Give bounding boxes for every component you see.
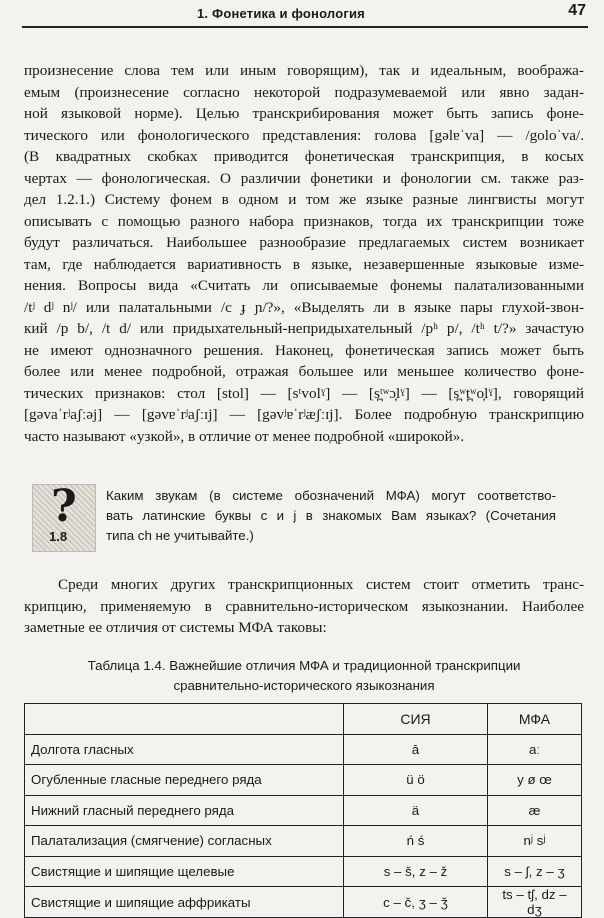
question-number: 1.8 <box>49 529 68 544</box>
question-mark: ? <box>51 481 77 532</box>
question-line: типа ch не учитывайте.) <box>106 528 254 543</box>
text-line: чертах — фонологическая. О различии фонетики и фонологии см. также раз- <box>24 169 584 187</box>
question-line: Каким звукам (в системе обозначений МФА) могут соответство- <box>106 488 556 503</box>
table-cell: ts – tʃ, dz – dʒ <box>488 887 582 918</box>
table-row <box>25 856 582 887</box>
table-cell: c – č, ʒ – ǯ <box>344 887 488 918</box>
text-line: нения. Вопросы вида «Считать ли описываемые фонемы палатализованными <box>24 277 584 294</box>
table-row <box>25 887 582 918</box>
text-line: не имеют однозначного решения. Наконец, фонетическая запись может быть <box>24 341 584 359</box>
page-number: 47 <box>568 2 586 19</box>
running-header <box>22 0 588 28</box>
text-line: дел 1.2.1.) Систему фонем в одном и том же языке разные лингвисты могут <box>24 191 584 208</box>
table-cell: nʲ sʲ <box>488 826 582 857</box>
text-line: [gəvaˈrʲaʃːəj] — [gəvɐˈrʲaʃːɪj] — [gəvʲɐˈrʲæʃːɪj]. Более подробную транскрипцию <box>24 406 584 423</box>
table-cell: Долгота гласных <box>25 734 344 765</box>
table-caption-line: сравнительно-исторического языкознания <box>173 678 435 693</box>
table-header-row <box>25 704 582 735</box>
table-cell: ń ś <box>344 826 488 857</box>
table-header-cell <box>25 704 344 735</box>
table-row <box>25 795 582 826</box>
text-line: ной языковой норме). Целью транскрибирования может быть запись фоне- <box>24 105 584 122</box>
text-line: (В квадратных скобках приводится фонетическая транскрипция, в косых <box>24 148 584 165</box>
question-text <box>106 486 556 546</box>
table-cell: Огубленные гласные переднего ряда <box>25 765 344 796</box>
text-line: там, где наблюдается вариативность в языке, незавершенные языковые изме- <box>24 255 584 273</box>
text-line: тического или фонологического представления: голова [gəlɐˈva] — /goloˈva/. <box>24 126 584 144</box>
text-line: произнесение слова тем или иным говорящим), так и идеальным, вообража- <box>24 62 584 79</box>
table-header-cell: МФА <box>488 704 582 735</box>
table-row <box>25 765 582 796</box>
table-cell: aː <box>488 734 582 765</box>
chapter-title: 1. Фонетика и фонология <box>197 6 365 21</box>
text-line: будут различаться. Наибольшее разнообразие предлагаемых систем возникает <box>24 234 584 251</box>
table-cell: Нижний гласный переднего ряда <box>25 795 344 826</box>
paragraph-comparative <box>24 574 584 639</box>
table-caption-line: Таблица 1.4. Важнейшие отличия МФА и традиционной транскрипции <box>87 658 521 673</box>
table-row <box>25 826 582 857</box>
question-line: вать латинские буквы c и j в знакомых Вам языках? (Сочетания <box>106 508 556 523</box>
table-cell: y ø œ <box>488 765 582 796</box>
table-cell: Свистящие и шипящие аффрикаты <box>25 887 344 918</box>
text-line: заметные ее отличия от системы МФА таковы: <box>24 619 327 636</box>
text-line: емым (произнесение согласно некоторой подразумеваемой или явно задан- <box>24 83 584 101</box>
table-header-cell: СИЯ <box>344 704 488 735</box>
table-cell: æ <box>488 795 582 826</box>
text-line: тических признаков: стол [stol] — [sᵗvolˠ] — [s̪ᵗʷɔ̞lˠ] — [s̪ʷt̪ʷo̞lˠ], говорящий <box>24 384 584 402</box>
table-cell: Свистящие и шипящие щелевые <box>25 856 344 887</box>
table-caption <box>24 656 584 696</box>
table-cell: Палатализация (смягчение) согласных <box>25 826 344 857</box>
table-cell: s – š, z – ž <box>344 856 488 887</box>
table-cell: ü ö <box>344 765 488 796</box>
paragraph-transcription <box>24 60 584 447</box>
text-line: описывать с помощью разного набора признаков, тогда их транскрипции тоже <box>24 212 584 230</box>
text-line: крипцию, применяемую в сравнительно-историческом языкознании. Наиболее <box>24 597 584 615</box>
comparison-table <box>24 703 582 918</box>
table-cell: ā <box>344 734 488 765</box>
text-line: часто называют «узкой», в отличие от менее подробной «широкой». <box>24 427 465 445</box>
question-icon <box>32 481 96 552</box>
table-row <box>25 734 582 765</box>
text-line: кий /p b/, /t d/ или придыхательный-непридыхательный /pʰ p/, /tʰ t/?» зачастую <box>24 320 584 337</box>
text-line: /tʲ dʲ nʲ/ или палатальными /c ɟ ɲ/?», «Выделять ли в языке пары глухой-звон- <box>24 298 584 316</box>
text-line: Среди многих других транскрипционных систем стоит отметить транс- <box>58 576 584 593</box>
table-cell: ä <box>344 795 488 826</box>
text-line: более или менее подробной, отражая большее или меньшее количество фоне- <box>24 363 584 380</box>
table-cell: s – ʃ, z – ʒ <box>488 856 582 887</box>
